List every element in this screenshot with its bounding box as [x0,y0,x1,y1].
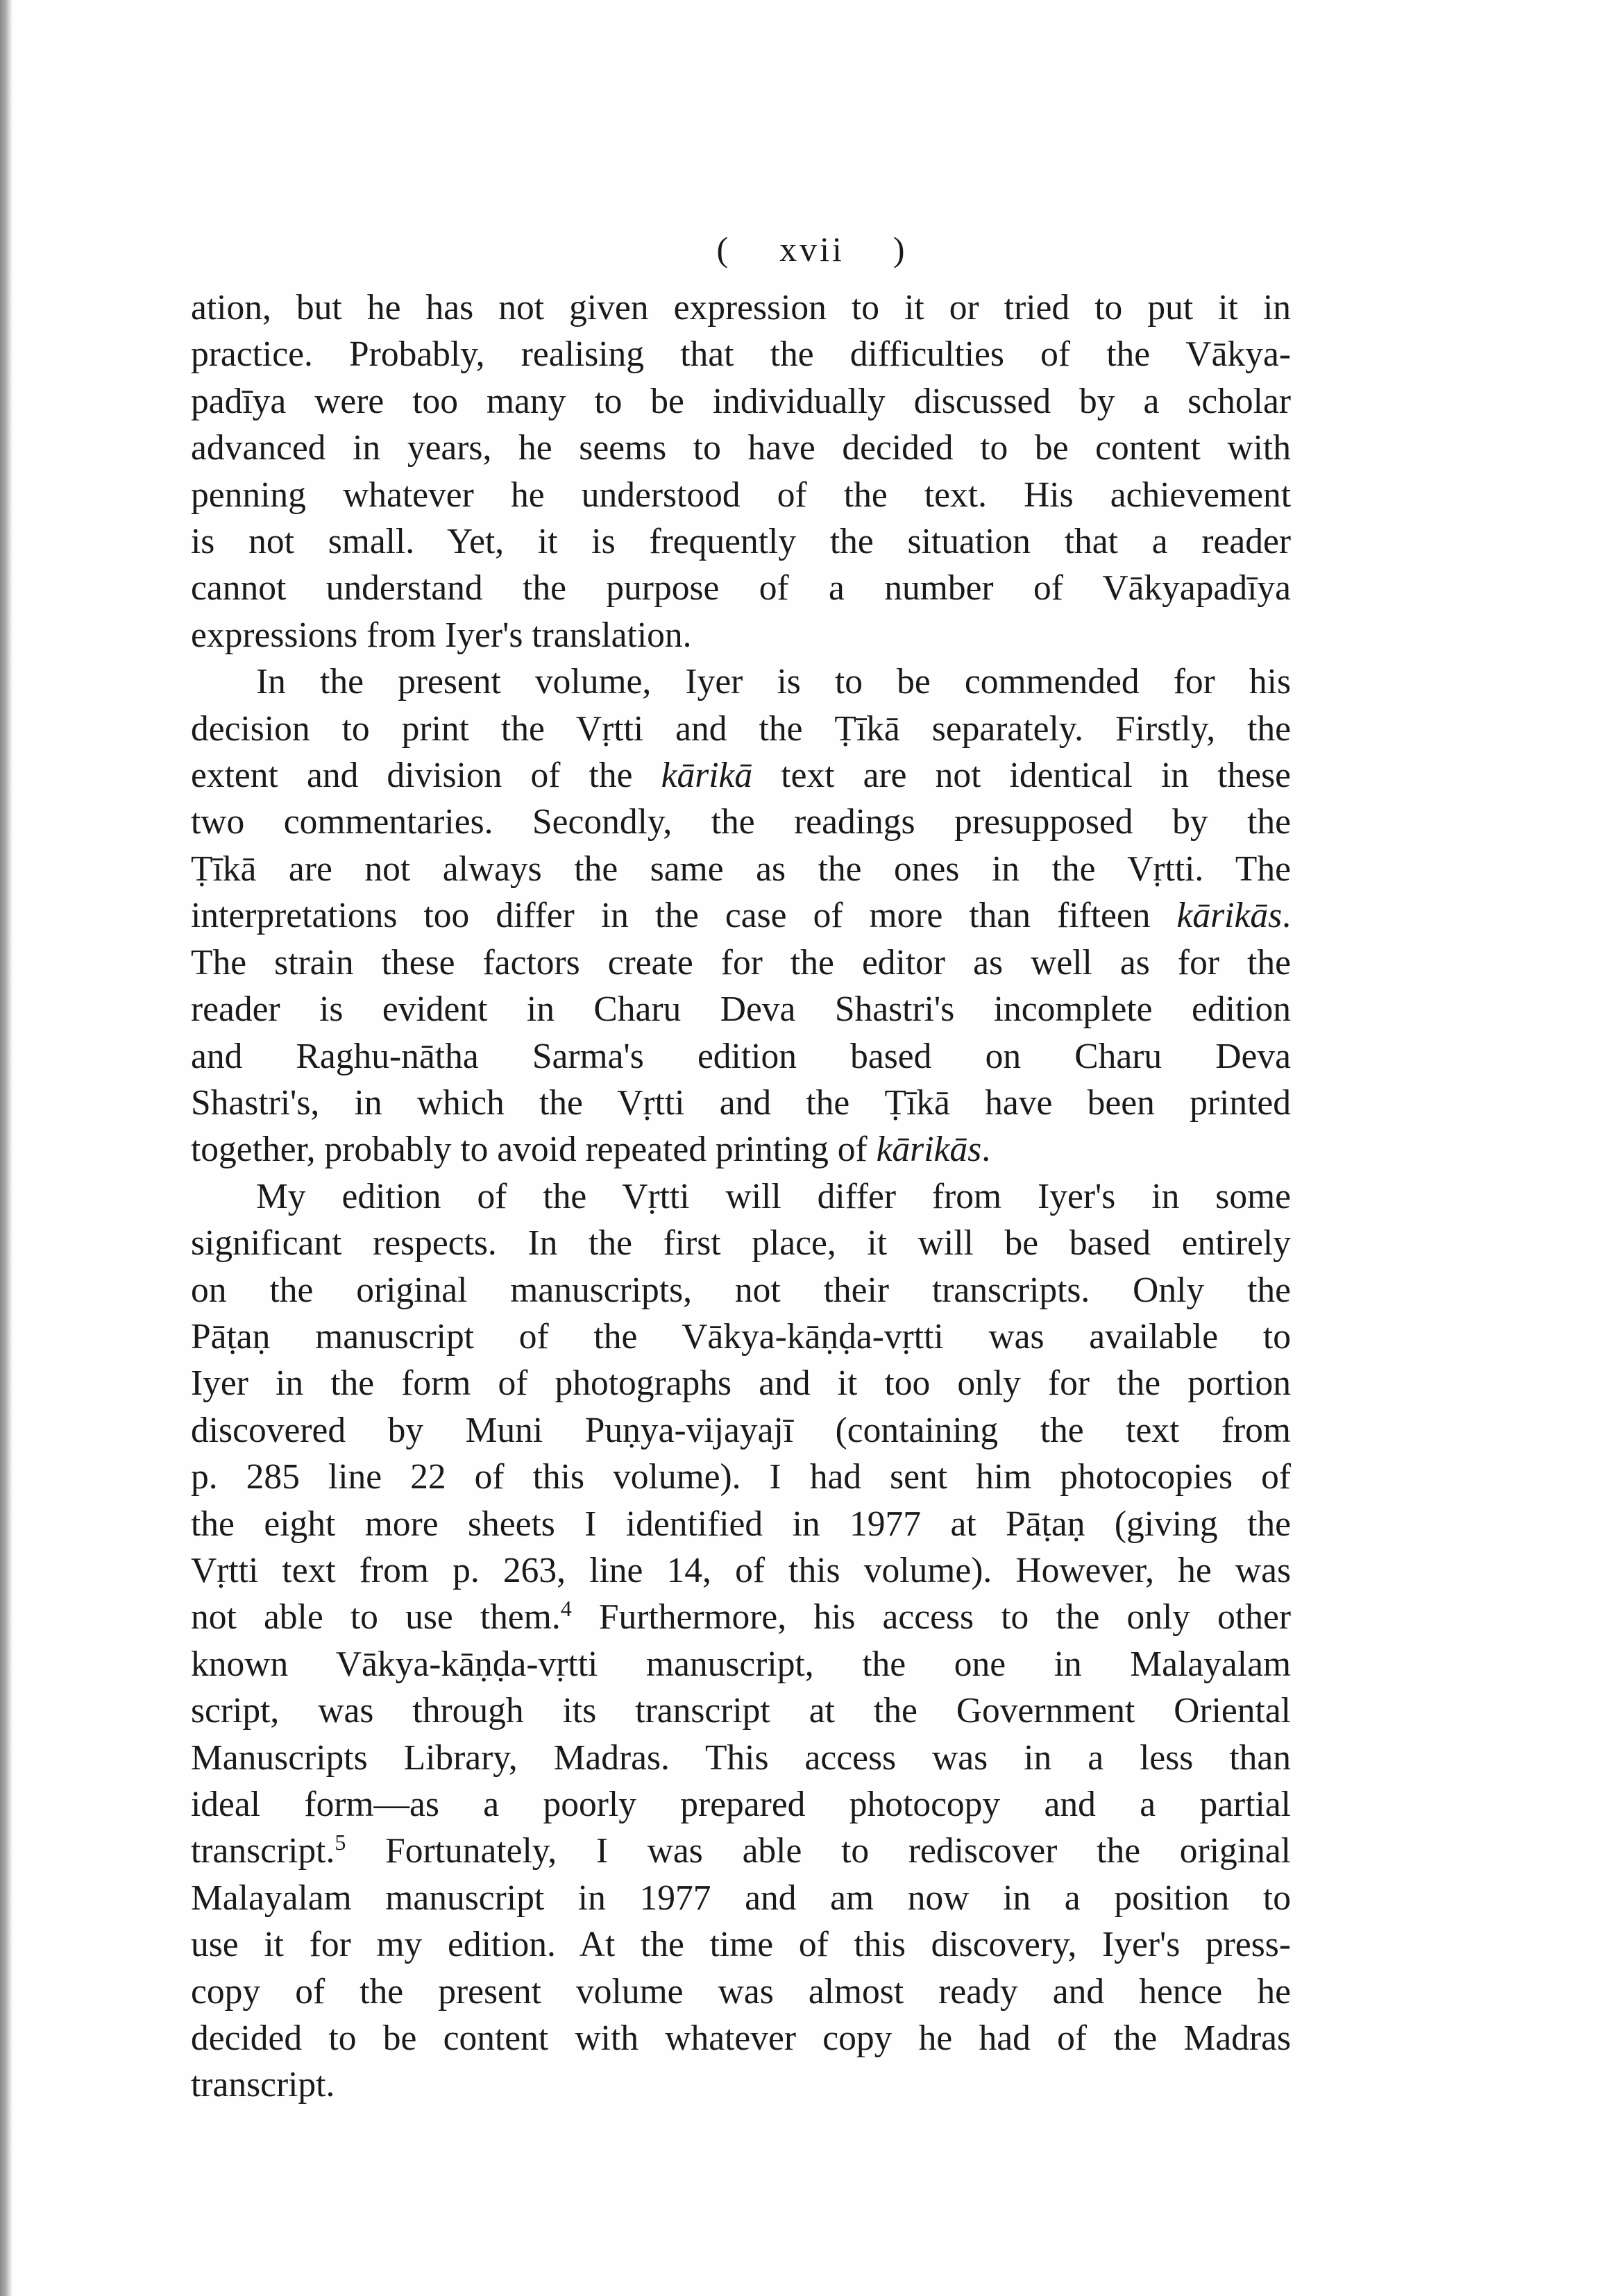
text-segment: practice. Probably, realising that the difficulties of the Vākya- [191,334,1291,375]
text-line [191,1594,1291,1640]
text-segment: transcript. [191,1831,335,1871]
text-line [191,612,1291,658]
text-line [191,1126,1291,1173]
text-line [191,1267,1291,1313]
text-segment: not able to use them. [191,1597,561,1638]
text-line [191,1501,1291,1547]
paragraph-2 [191,658,1291,1173]
text-segment: together, probably to avoid repeated printing of [191,1130,877,1170]
text-segment: cannot understand the purpose of a number of Vākyapadīya [191,568,1291,609]
text-line [191,1080,1291,1126]
text-segment: In the present volume, Iyer is to be commended for his [256,662,1291,702]
text-segment: transcript. [191,2065,335,2105]
page-number-close-paren: ) [893,230,908,269]
text-segment: Furthermore, his access to the only other [571,1597,1291,1638]
text-line [191,658,1291,705]
text-segment: My edition of the Vṛtti will differ from Iyer's in some [256,1176,1291,1216]
text-line [191,1313,1291,1360]
text-line [191,1547,1291,1594]
footnote-reference: 4 [560,1596,572,1622]
page-number-value: xvii [779,230,845,269]
text-segment: Manuscripts Library, Madras. This access was in a less than [191,1737,1291,1778]
text-line [191,2061,1291,2108]
text-line [191,1828,1291,1874]
text-segment: Iyer in the form of photographs and it too only for the portion [191,1363,1291,1404]
text-segment: Ṭīkā are not always the same as the ones in the Vṛtti. The [191,849,1291,889]
text-line [191,1360,1291,1406]
text-line [191,986,1291,1032]
text-segment: interpretations too differ in the case of more than fifteen [191,896,1177,936]
text-segment: decision to print the Vṛtti and the Ṭīkā separately. Firstly, the [191,708,1291,749]
text-line [191,1220,1291,1266]
text-line [191,846,1291,892]
text-segment: use it for my edition. At the time of this discovery, Iyer's press- [191,1925,1291,1965]
text-line [191,284,1291,331]
text-segment: advanced in years, he seems to have decided to be content with [191,428,1291,468]
text-line [191,1173,1291,1220]
text-segment: script, was through its transcript at the Government Oriental [191,1691,1291,1731]
page-number [0,229,1624,269]
italic-term: kārikā [661,756,753,796]
text-segment: The strain these factors create for the editor as well as for the [191,942,1291,983]
text-line [191,1687,1291,1734]
text-line [191,892,1291,939]
text-segment: Vṛtti text from p. 263, line 14, of this volume). However, he was [191,1550,1291,1590]
text-segment: reader is evident in Charu Deva Shastri's incomplete edition [191,989,1291,1030]
text-line [191,1407,1291,1454]
paragraph-3 [191,1173,1291,2109]
text-segment: and Raghu-nātha Sarma's edition based on Charu Deva [191,1036,1291,1076]
text-segment: . [981,1130,991,1170]
text-segment: is not small. Yet, it is frequently the situation that a reader [191,522,1291,562]
binding-edge-shadow [0,0,12,2296]
text-segment: two commentaries. Secondly, the readings presupposed by the [191,802,1291,842]
text-line [191,378,1291,425]
text-segment: text are not identical in these [752,756,1291,796]
text-line [191,565,1291,611]
text-segment: Pāṭaṇ manuscript of the Vākya-kāṇḍa-vṛtti was available to [191,1316,1291,1357]
italic-term: kārikās [876,1130,982,1170]
text-line [191,472,1291,518]
text-segment: significant respects. In the first place, it will be based entirely [191,1223,1291,1264]
text-line [191,1921,1291,1968]
text-segment: copy of the present volume was almost ready and hence he [191,1971,1291,2012]
paragraph-1 [191,284,1291,658]
text-segment: known Vākya-kāṇḍa-vṛtti manuscript, the one in Malayalam [191,1644,1291,1684]
text-line [191,1968,1291,2015]
text-segment: Fortunately, I was able to rediscover the original [346,1831,1291,1871]
text-segment: ation, but he has not given expression to it or tried to put it in [191,288,1291,328]
page-number-open-paren: ( [716,230,731,269]
text-line [191,1454,1291,1500]
text-segment: extent and division of the [191,756,661,796]
text-segment: padīya were too many to be individually discussed by a scholar [191,381,1291,421]
text-segment: penning whatever he understood of the text. His achievement [191,475,1291,515]
text-line [191,518,1291,565]
text-segment: Malayalam manuscript in 1977 and am now in a position to [191,1878,1291,1918]
italic-term: kārikās [1176,896,1283,936]
text-line [191,1641,1291,1687]
text-line [191,425,1291,471]
text-line [191,1033,1291,1080]
text-line [191,331,1291,377]
footnote-reference: 5 [335,1830,346,1855]
text-line [191,1781,1291,1828]
text-segment: ideal form—as a poorly prepared photocopy and a partial [191,1785,1291,1824]
text-segment: . [1282,896,1291,936]
text-line [191,752,1291,799]
text-segment: Shastri's, in which the Vṛtti and the Ṭīkā have been printed [191,1082,1291,1123]
text-line [191,939,1291,986]
text-line [191,1875,1291,1921]
text-segment: expressions from Iyer's translation. [191,615,692,655]
text-segment: decided to be content with whatever copy he had of the Madras [191,2018,1291,2059]
text-line [191,706,1291,752]
text-segment: the eight more sheets I identified in 1977 at Pāṭaṇ (giving the [191,1504,1291,1544]
text-line [191,2015,1291,2061]
text-segment: on the original manuscripts, not their transcripts. Only the [191,1270,1291,1310]
text-line [191,799,1291,845]
body-text [191,284,1291,2109]
text-segment: discovered by Muni Puṇya-vijayajī (containing the text from [191,1410,1291,1450]
text-segment: p. 285 line 22 of this volume). I had sent him photocopies of [191,1457,1291,1497]
text-line [191,1735,1291,1781]
